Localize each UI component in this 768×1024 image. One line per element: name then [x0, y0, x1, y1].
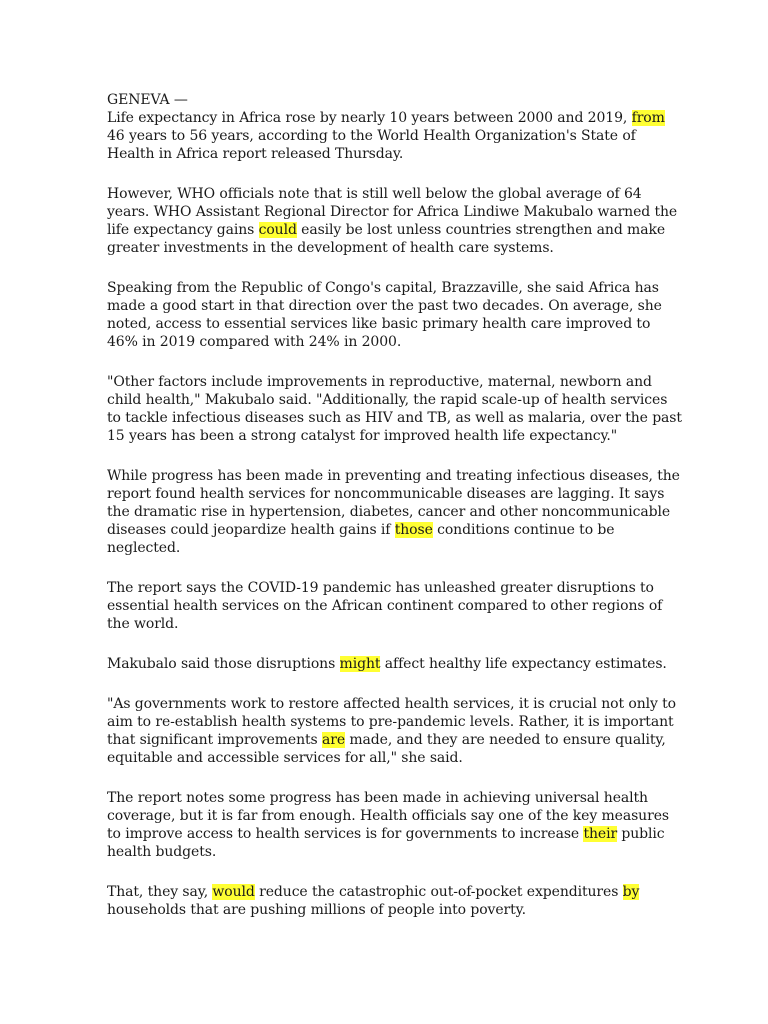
- paragraph: [107, 883, 682, 919]
- paragraph-text: easily be lost unless countries strengthen and make greater investments in the development of health care systems.: [107, 222, 666, 256]
- paragraph: [107, 789, 682, 861]
- paragraph-text: The report notes some progress has been made in achieving universal health coverage, but it is far from enough. Health officials say one of the key measures to improve access to health services is for governments to increase: [107, 790, 669, 842]
- article-body: [107, 91, 682, 941]
- paragraph: [107, 579, 682, 633]
- paragraph-text: made, and they are needed to ensure quality, equitable and accessible services for all," she said.: [107, 732, 666, 766]
- paragraph-text: households that are pushing millions of people into poverty.: [107, 902, 526, 918]
- paragraph-text: The report says the COVID-19 pandemic has unleashed greater disruptions to essential health services on the African continent compared to other regions of the world.: [107, 580, 663, 632]
- highlighted-word: are: [322, 732, 346, 748]
- highlighted-word: by: [622, 884, 640, 900]
- paragraph-text: conditions continue to be neglected.: [107, 522, 615, 556]
- highlighted-word: those: [394, 522, 433, 538]
- paragraph: [107, 467, 682, 557]
- highlighted-word: their: [583, 826, 618, 842]
- paragraph: [107, 279, 682, 351]
- paragraph-text: reduce the catastrophic out-of-pocket expenditures: [254, 884, 623, 900]
- paragraph-text: Life expectancy in Africa rose by nearly 10 years between 2000 and 2019,: [107, 110, 632, 126]
- paragraph: [107, 695, 682, 767]
- paragraph-text: Speaking from the Republic of Congo's capital, Brazzaville, she said Africa has made a good start in that direction over the past two decades. On average, she noted, access to essential services like basic primary health care improved to 46% in 2019 compared with 24% in 2000.: [107, 280, 662, 350]
- highlighted-word: might: [339, 656, 381, 672]
- paragraph-text: Makubalo said those disruptions: [107, 656, 340, 672]
- paragraph-text: That, they say,: [107, 884, 213, 900]
- paragraph-text: "As governments work to restore affected health services, it is crucial not only to aim to re-establish health systems to pre-pandemic levels. Rather, it is important that significant improvements: [107, 696, 677, 748]
- paragraph-text: While progress has been made in preventing and treating infectious diseases, the report found health services for noncommunicable diseases are lagging. It says the dramatic rise in hypertension, diabetes, cancer and other noncommunicable diseases could jeopardize health gains if: [107, 468, 680, 538]
- paragraph: [107, 655, 682, 673]
- paragraph-text: public health budgets.: [107, 826, 665, 860]
- paragraph-text: affect healthy life expectancy estimates.: [380, 656, 667, 672]
- paragraph: [107, 109, 682, 163]
- paragraph: [107, 185, 682, 257]
- highlighted-word: would: [212, 884, 255, 900]
- paragraph: [107, 373, 682, 445]
- highlighted-word: could: [258, 222, 297, 238]
- paragraph-list: [107, 109, 682, 919]
- paragraph-text: 46 years to 56 years, according to the World Health Organization's State of Health in Africa report released Thursday.: [107, 128, 636, 162]
- paragraph-text: "Other factors include improvements in reproductive, maternal, newborn and child health," Makubalo said. "Additionally, the rapid scale-up of health services to tackle infectious diseases such as HIV and TB, as well as malaria, over the past 15 years has been a strong catalyst for improved health life expectancy.": [107, 374, 682, 444]
- highlighted-word: from: [631, 110, 665, 126]
- paragraph-text: However, WHO officials note that is still well below the global average of 64 years. WHO Assistant Regional Director for Africa Lindiwe Makubalo warned the life expectancy gains: [107, 186, 678, 238]
- dateline: GENEVA —: [107, 92, 188, 108]
